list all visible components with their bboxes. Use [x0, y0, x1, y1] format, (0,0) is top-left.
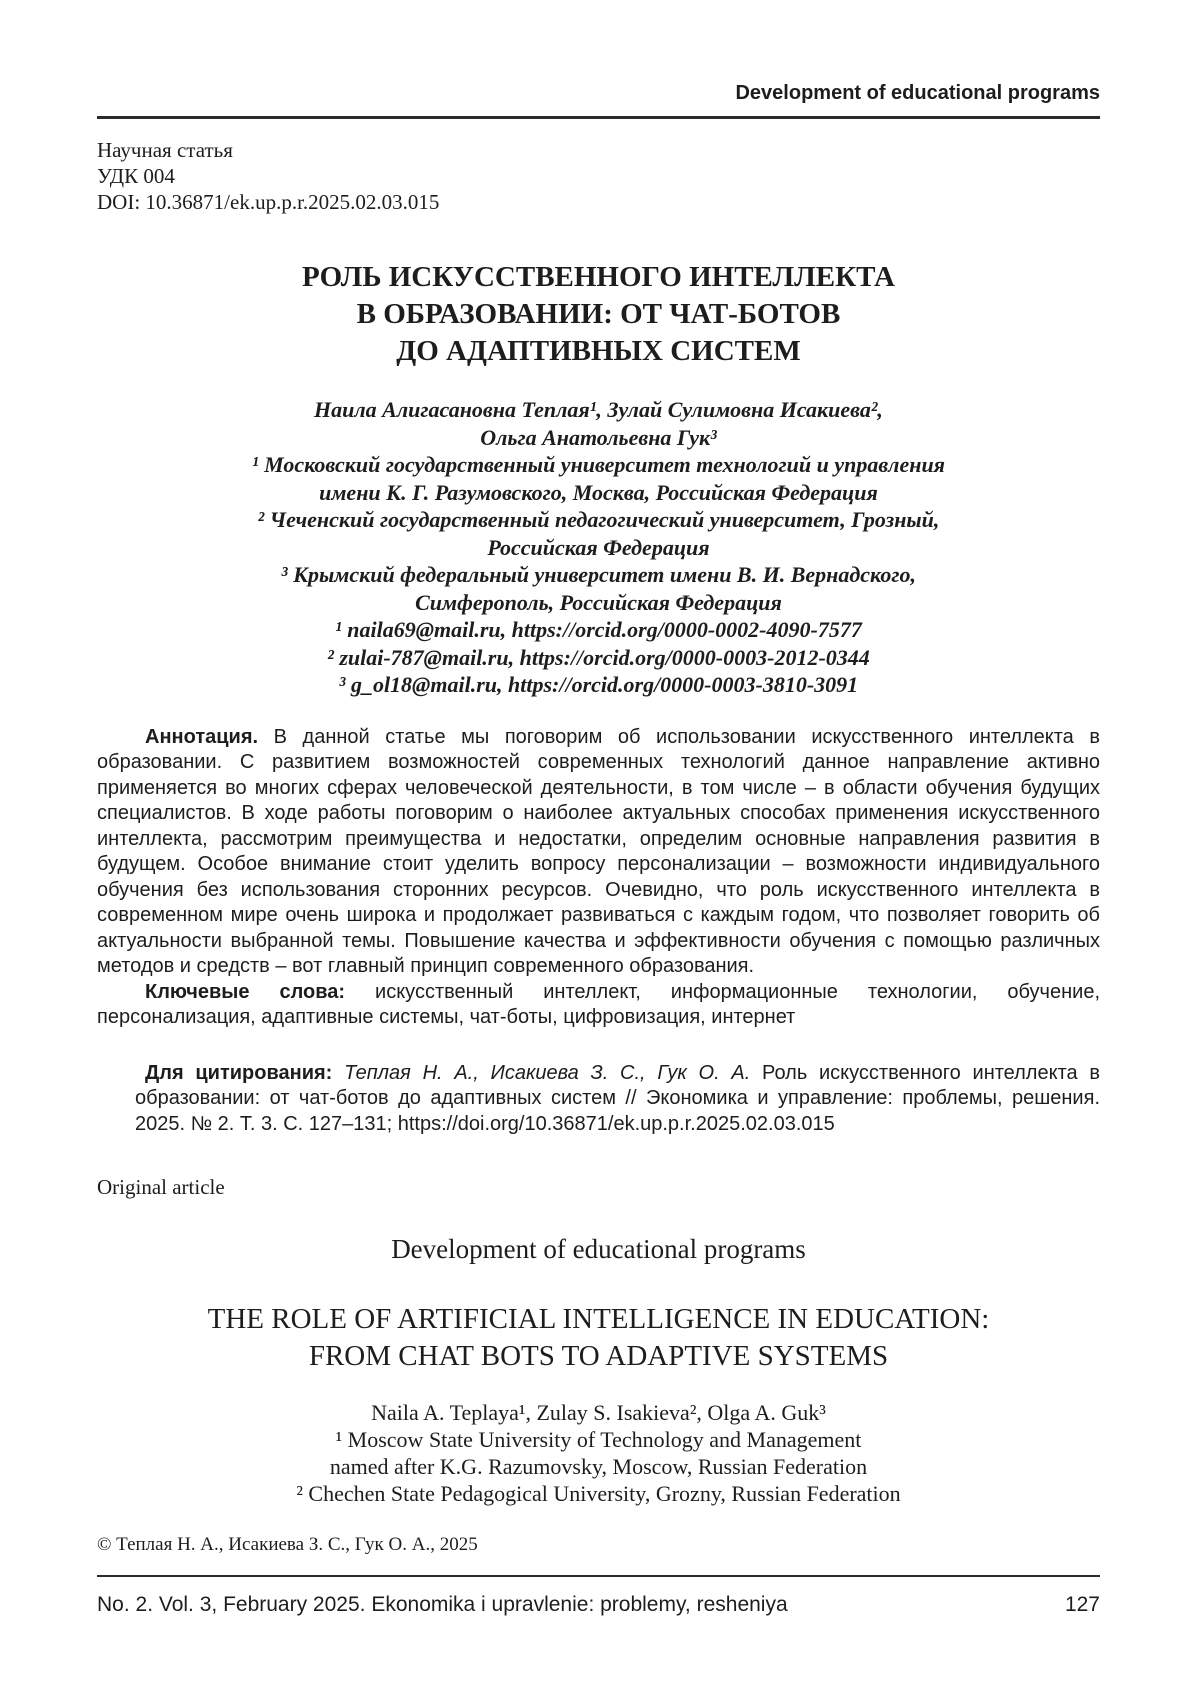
article-meta [97, 137, 1100, 215]
affiliation-ru-line: имени К. Г. Разумовского, Москва, Российская Федерация [319, 479, 878, 505]
keywords-paragraph [97, 980, 1100, 1031]
author-email-orcid-line: ³ g_ol18@mail.ru, https://orcid.org/0000-0003-3810-3091 [338, 672, 859, 697]
affiliation-ru-line: Симферополь, Российская Федерация [415, 589, 782, 615]
citation-text: Роль искусственного интеллекта в образовании: от чат-ботов до адаптивных систем // Экономика и управление: проблемы, решения. 2025. № 2. Т. 3. С. 127–131; https://doi.org/10.36871/ek.up.p.r.2025.02.03.015 [135, 1061, 1100, 1135]
udc-code: УДК 004 [97, 164, 175, 188]
title-russian-line: В ОБРАЗОВАНИИ: ОТ ЧАТ-БОТОВ [356, 298, 841, 330]
citation-paragraph [135, 1061, 1100, 1138]
copyright-line: © Теплая Н. А., Исакиева З. С., Гук О. А., 2025 [97, 1533, 478, 1555]
authors-affiliations-english [97, 1399, 1100, 1507]
abstract-text: В данной статье мы поговорим об использовании искусственного интеллекта в образовании. С развитием возможностей современных технологий данное направление активно применяется во многих сферах человеческой деятельности, в том числе – в области обучения будущих специалистов. В ходе работы поговорим о наиболее актуальных способах применения искусственного интеллекта, рассмотрим преимущества и недостатки, определим основные направления развития в будущем. Особое внимание стоит уделить вопросу персонализации – возможности индивидуального обучения без использования сторонних ресурсов. Очевидно, что роль искусственного интеллекта в современном мире очень широка и продолжает развиваться с каждым годом, что позволяет говорить об актуальности выбранной темы. Повышение качества и эффективности обучения с помощью различных методов и средств – вот главный принцип современного образования. [97, 725, 1100, 977]
title-russian-line: ДО АДАПТИВНЫХ СИСТЕМ [396, 335, 801, 367]
affiliation-en-line: ¹ Moscow State University of Technology and Management [335, 1426, 862, 1452]
affiliation-ru-line: ² Чеченский государственный педагогический университет, Грозный, [257, 507, 940, 532]
authors-ru-line: Наила Алигасановна Теплая¹, Зулай Сулимовна Исакиева², [314, 397, 883, 422]
doi-line: DOI: 10.36871/ek.up.p.r.2025.02.03.015 [97, 190, 440, 214]
affiliation-en-line: ² Chechen State Pedagogical University, Grozny, Russian Federation [296, 1480, 901, 1506]
citation-label: Для цитирования: [145, 1061, 333, 1084]
authors-en-line: Naila A. Teplaya¹, Zulay S. Isakieva², Olga A. Guk³ [371, 1399, 826, 1425]
authors-ru-line: Ольга Анатольевна Гук³ [480, 424, 717, 450]
keywords-label: Ключевые слова: [145, 980, 346, 1003]
author-email-orcid-line: ² zulai-787@mail.ru, https://orcid.org/0000-0003-2012-0344 [327, 644, 870, 670]
author-email-orcid-line: ¹ naila69@mail.ru, https://orcid.org/0000-0002-4090-7577 [335, 617, 862, 642]
affiliation-en-line: named after K.G. Razumovsky, Moscow, Russian Federation [329, 1453, 868, 1479]
affiliation-ru-line: Российская Федерация [487, 534, 710, 560]
affiliation-ru-line: ¹ Московский государственный университет технологий и управления [251, 452, 946, 477]
abstract-label: Аннотация. [145, 725, 259, 748]
article-type-ru: Научная статья [97, 138, 233, 162]
title-english-line: FROM CHAT BOTS TO ADAPTIVE SYSTEMS [308, 1339, 889, 1372]
title-russian-line: РОЛЬ ИСКУССТВЕННОГО ИНТЕЛЛЕКТА [302, 261, 895, 293]
section-heading-english: Development of educational programs [391, 1233, 806, 1264]
keywords-text: искусственный интеллект, информационные технологии, обучение, персонализация, адаптивные системы, чат-боты, цифровизация, интернет [97, 980, 1100, 1028]
page-footer [97, 1575, 1100, 1617]
running-head: Development of educational programs [735, 82, 1100, 104]
title-english-line: THE ROLE OF ARTIFICIAL INTELLIGENCE IN EDUCATION: [207, 1302, 990, 1335]
abstract-keywords-citation-block [97, 725, 1100, 1153]
abstract-paragraph [97, 725, 1100, 980]
footer-page-number: 127 [1064, 1593, 1100, 1616]
footer-issue-line: No. 2. Vol. 3, February 2025. Ekonomika i upravlenie: problemy, resheniya [97, 1593, 788, 1616]
title-russian [97, 259, 1100, 370]
authors-affiliations-russian [97, 396, 1100, 699]
title-english [97, 1301, 1100, 1375]
header-rule [97, 116, 1100, 119]
article-type-english: Original article [97, 1174, 225, 1199]
affiliation-ru-line: ³ Крымский федеральный университет имени В. И. Вернадского, [281, 562, 916, 587]
citation-authors: Теплая Н. А., Исакиева З. С., Гук О. А. [332, 1061, 751, 1084]
